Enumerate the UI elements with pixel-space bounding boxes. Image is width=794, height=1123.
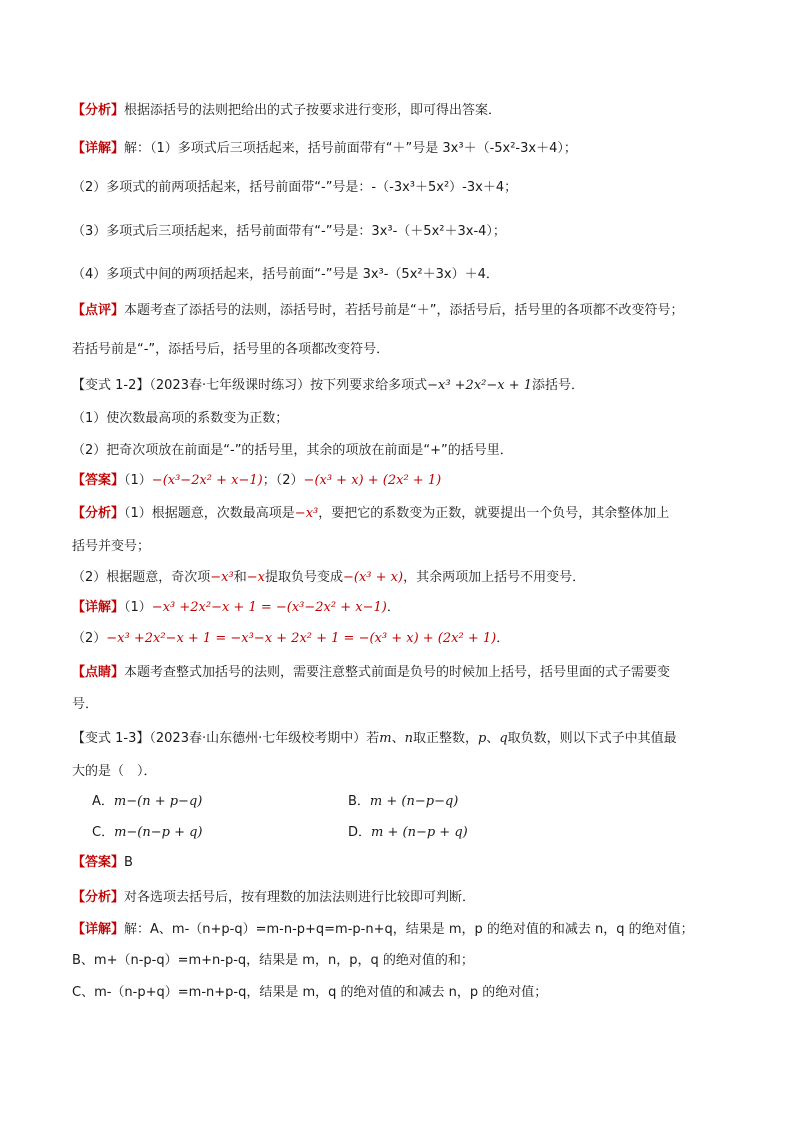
variant-1-3-title: [72, 729, 677, 749]
comment-line-1: [72, 663, 670, 683]
var-m: m: [379, 731, 392, 746]
analysis-text-1b: ，要把它的系数变为正数，就要提出一个负号，其余整体加上: [318, 506, 670, 521]
variant-title-end: 添括号．: [532, 378, 585, 393]
detail-line-1: [72, 920, 694, 940]
comment-text-1: 本题考查整式加括号的法则，需要注意整式前面是负号的时候加上括号，括号里面的式子需要变: [124, 665, 671, 680]
comment-tag: 【点睛】: [72, 665, 125, 680]
answer-line: [72, 853, 133, 873]
option-a-label: A．: [92, 794, 114, 809]
variant-title-line-2: 大的是（ ）．: [72, 764, 157, 779]
variant-tag: 【变式 1-2】: [72, 378, 150, 393]
comment-line-2: 号．: [72, 697, 99, 712]
option-c: [92, 823, 203, 843]
detail-text-1: 解：（1）多项式后三项括起来，括号前面带有“＋”号是 3x³＋（-5x²-3x＋4）；: [124, 141, 577, 156]
option-d: [348, 823, 468, 843]
detail-1-end: ．: [386, 600, 400, 615]
analysis-text-2a: （2）根据题意，奇次项: [72, 570, 211, 585]
answer-2-expr: −(x³ + x) + (2x² + 1): [303, 473, 442, 488]
detail-line-3: C、m-（n-p+q）=m-n+p-q，结果是 m，q 的绝对值的和减去 n，p 的绝对值；: [72, 985, 548, 1000]
analysis-line: [72, 101, 501, 121]
detail-text-1: 解：A、m-（n+p-q）=m-n-p+q=m-p-n+q，结果是 m，p 的绝对值的和减去 n，q 的绝对值；: [124, 922, 694, 937]
variant-title-d: 、: [486, 731, 500, 746]
option-a-expr: m−(n + p−q): [113, 794, 203, 809]
var-p: p: [477, 731, 487, 746]
var-n: n: [404, 731, 413, 746]
analysis-line: [72, 888, 475, 908]
comment-text-1: 本题考查了添括号的法则，添括号时，若括号前是“＋”，添括号后，括号里的各项都不改变符号；: [124, 303, 684, 318]
comment-tag: 【点评】: [72, 303, 125, 318]
detail-2-label: （2）: [72, 631, 107, 646]
option-b-label: B．: [348, 794, 370, 809]
analysis-tag: 【分析】: [72, 103, 125, 118]
requirement-2: （2）把奇次项放在前面是“-”的括号里，其余的项放在前面是“+”的括号里．: [72, 443, 513, 458]
detail-line-2: B、m+（n-p-q）=m+n-p-q，结果是 m，n，p，q 的绝对值的和；: [72, 953, 474, 968]
answer-2-label: （2）: [275, 473, 304, 488]
option-c-expr: m−(n−p + q): [114, 825, 203, 840]
option-a: [92, 792, 202, 812]
detail-line-3: （3）多项式后三项括起来，括号前面带有“-”号是：3x³-（＋5x²＋3x-4）；: [72, 224, 506, 239]
detail-line-2: （2）多项式的前两项括起来，括号前面带“-”号是：-（-3x³＋5x²）-3x＋4；: [72, 180, 518, 195]
odd-term-2: −x: [246, 570, 265, 585]
variant-title-e: 取负数，则以下式子中其值最: [507, 731, 677, 746]
comment-line-1: [72, 301, 684, 321]
answer-1-expr: −(x³−2x² + x−1): [151, 473, 263, 488]
variant-tag: 【变式 1-3】: [72, 731, 150, 746]
option-d-label: D．: [348, 825, 372, 840]
analysis-text-2d: ，其余两项加上括号不用变号．: [403, 570, 586, 585]
odd-term-1: −x³: [210, 570, 234, 585]
option-b-expr: m + (n−p−q): [369, 794, 459, 809]
analysis-text: 对各选项去括号后，按有理数的加法法则进行比较即可判断．: [124, 890, 476, 905]
detail-line-2: [72, 629, 509, 649]
analysis-tag: 【分析】: [72, 506, 125, 521]
detail-tag: 【详解】: [72, 922, 125, 937]
answer-1-label: （1）: [124, 473, 152, 488]
option-c-label: C．: [92, 825, 115, 840]
detail-line-4: （4）多项式中间的两项括起来，括号前面“-”号是 3x³-（5x²＋3x）＋4．: [72, 267, 499, 282]
detail-2-expr: −x³ +2x²−x + 1 = −x³−x + 2x² + 1 = −(x³ + x) + (2x² + 1): [106, 631, 497, 646]
answer-line: [72, 471, 441, 491]
variant-title-text: （2023春·七年级课时练习）按下列要求给多项式: [149, 378, 428, 393]
analysis-text-2c: 提取负号变成: [264, 570, 343, 585]
comment-line-2: 若括号前是“-”，添括号后，括号里的各项都改变符号．: [72, 342, 390, 357]
answer-separator: ；: [262, 473, 276, 488]
analysis-line-1: [72, 504, 669, 524]
highest-term-expr: −x³: [294, 506, 319, 521]
odd-terms-grouped: −(x³ + x): [342, 570, 404, 585]
detail-tag: 【详解】: [72, 141, 125, 156]
analysis-text-1a: （1）根据题意，次数最高项是: [124, 506, 295, 521]
analysis-line-1c: 括号并变号；: [72, 539, 151, 554]
option-b: [348, 792, 458, 812]
option-d-expr: m + (n−p + q): [371, 825, 468, 840]
analysis-text: 根据添括号的法则把给出的式子按要求进行变形，即可得出答案．: [124, 103, 502, 118]
detail-2-end: ．: [496, 631, 510, 646]
polynomial-expr: −x³ +2x²−x + 1: [427, 378, 533, 393]
detail-tag: 【详解】: [72, 600, 125, 615]
detail-1-label: （1）: [124, 600, 152, 615]
detail-line-1: [72, 139, 577, 159]
answer-tag: 【答案】: [72, 855, 125, 870]
analysis-tag: 【分析】: [72, 890, 125, 905]
detail-1-expr: −x³ +2x²−x + 1 = −(x³−2x² + x−1): [151, 600, 387, 615]
detail-line-1: [72, 598, 400, 618]
variant-1-2-title: [72, 376, 584, 396]
answer-tag: 【答案】: [72, 473, 125, 488]
analysis-line-2: [72, 568, 585, 588]
variant-title-b: 、: [391, 731, 405, 746]
analysis-text-2b: 和: [233, 570, 247, 585]
requirement-1: （1）使次数最高项的系数变为正数；: [72, 411, 289, 426]
variant-title-c: 取正整数，: [412, 731, 478, 746]
var-q: q: [499, 731, 508, 746]
variant-title-a: （2023春·山东德州·七年级校考期中）若: [149, 731, 380, 746]
answer-text: B: [124, 855, 133, 870]
